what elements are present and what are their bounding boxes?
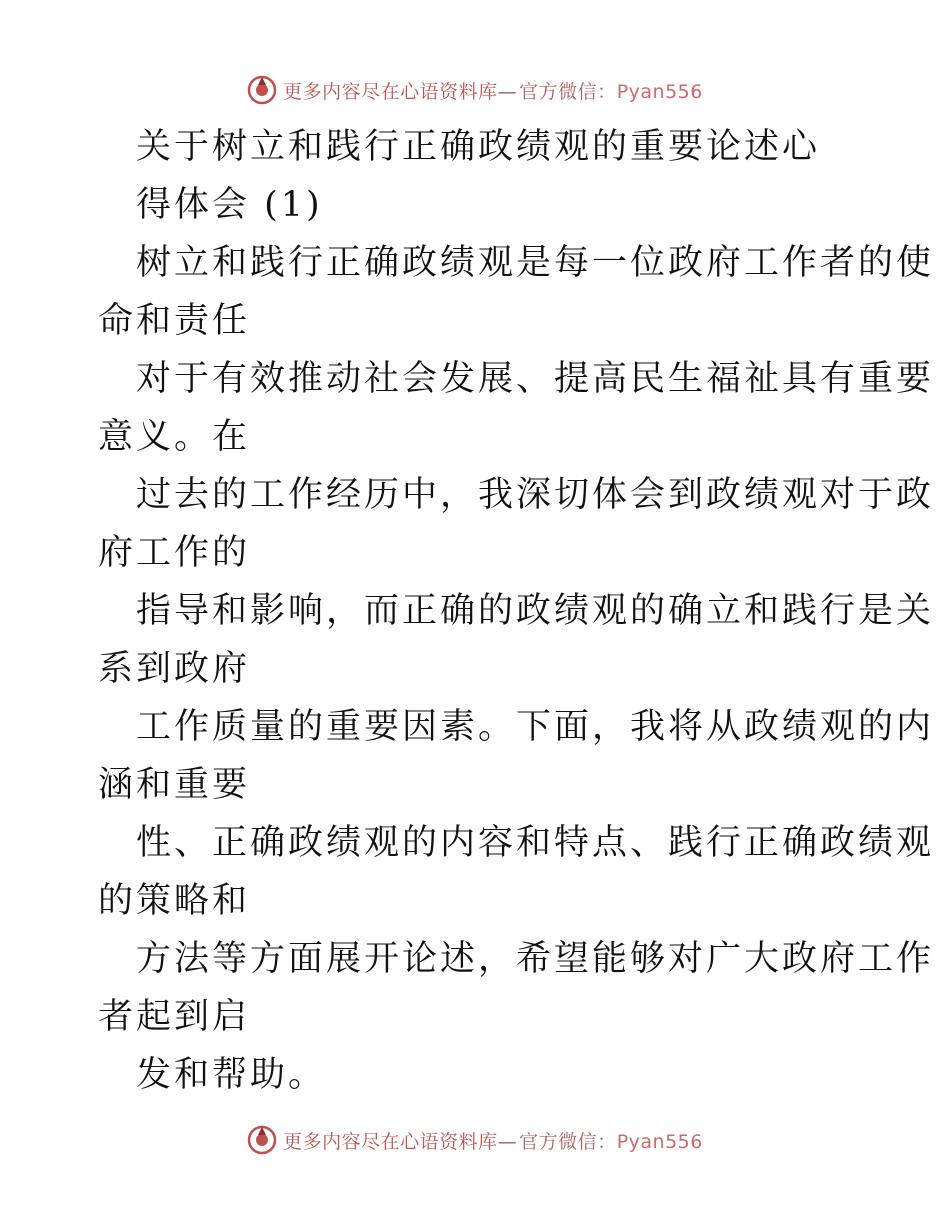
logo-icon bbox=[247, 1125, 277, 1155]
banner-separator: — bbox=[497, 80, 518, 103]
paragraph-line: 性、正确政绩观的内容和特点、践行正确政绩观 bbox=[136, 823, 935, 863]
document-title-line-1: 关于树立和践行正确政绩观的重要论述心 bbox=[136, 127, 821, 167]
footer-watermark-banner bbox=[0, 1122, 950, 1158]
banner-site-text: 更多内容尽在心语资料库 bbox=[283, 80, 498, 103]
banner-account: Pyan556 bbox=[616, 1130, 703, 1153]
banner-separator: — bbox=[497, 1130, 518, 1153]
paragraph-line: 府工作的 bbox=[98, 533, 251, 573]
paragraph-4 bbox=[98, 582, 935, 698]
banner-wechat-label: 官方微信： bbox=[519, 1130, 617, 1153]
header-watermark-banner bbox=[0, 72, 950, 108]
paragraph-line: 工作质量的重要因素。下面，我将从政绩观的内 bbox=[136, 707, 935, 747]
paragraph-line: 涵和重要 bbox=[98, 765, 251, 805]
paragraph-6 bbox=[98, 814, 935, 930]
paragraph-line: 的策略和 bbox=[98, 881, 251, 921]
paragraph-5 bbox=[98, 698, 935, 814]
paragraph-line: 对于有效推动社会发展、提高民生福祉具有重要 bbox=[136, 359, 935, 399]
paragraph-1 bbox=[98, 234, 935, 350]
document-body bbox=[98, 118, 935, 1104]
logo-icon bbox=[247, 75, 277, 105]
paragraph-line: 系到政府 bbox=[98, 649, 251, 689]
banner-site-text: 更多内容尽在心语资料库 bbox=[283, 1130, 498, 1153]
banner-wechat-label: 官方微信： bbox=[519, 80, 617, 103]
paragraph-3 bbox=[98, 466, 935, 582]
paragraph-2 bbox=[98, 350, 935, 466]
paragraph-line: 过去的工作经历中，我深切体会到政绩观对于政 bbox=[136, 475, 935, 515]
paragraph-line: 树立和践行正确政绩观是每一位政府工作者的使 bbox=[136, 243, 935, 283]
document-title-line-2: 得体会 (1) bbox=[136, 185, 323, 225]
paragraph-line: 意义。在 bbox=[98, 417, 251, 457]
paragraph-line: 指导和影响，而正确的政绩观的确立和践行是关 bbox=[136, 591, 935, 631]
paragraph-line: 者起到启 bbox=[98, 997, 251, 1037]
paragraph-8 bbox=[98, 1046, 858, 1104]
paragraph-line: 命和责任 bbox=[98, 301, 251, 341]
paragraph-line: 方法等方面展开论述，希望能够对广大政府工作 bbox=[136, 939, 935, 979]
paragraph-line: 发和帮助。 bbox=[136, 1055, 327, 1095]
paragraph-7 bbox=[98, 930, 935, 1046]
banner-account: Pyan556 bbox=[616, 80, 703, 103]
